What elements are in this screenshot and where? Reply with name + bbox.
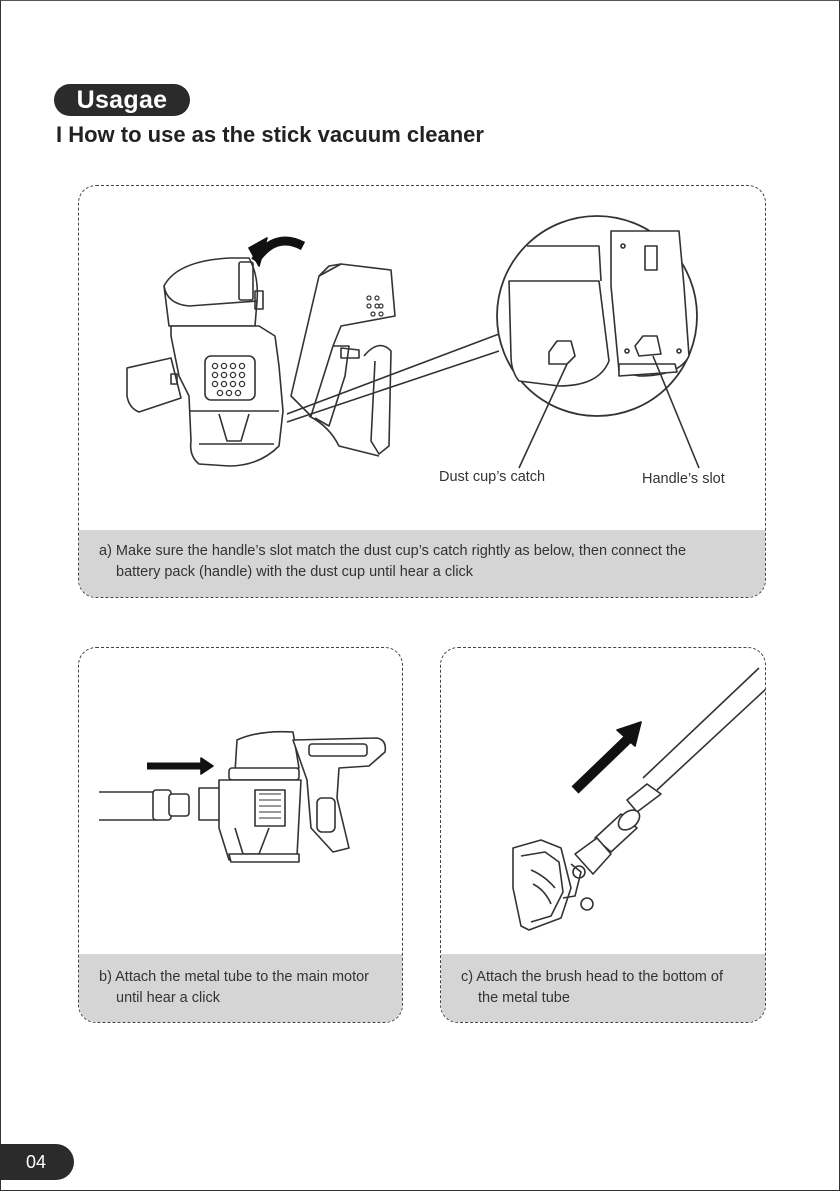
caption-step-a — [79, 530, 765, 597]
illustration-metal-tube-motor — [79, 648, 403, 948]
caption-step-b — [79, 954, 402, 1022]
panel-step-b — [78, 647, 403, 1023]
caption-b-line2: until hear a click — [116, 990, 220, 1006]
callout-dust-cup-catch: Dust cup’s catch — [439, 469, 546, 485]
caption-b-line1: b) Attach the metal tube to the main motor — [99, 969, 370, 985]
callout-handle-slot: Handle’s slot — [642, 471, 725, 487]
caption-a-line2: battery pack (handle) with the dust cup until hear a click — [116, 564, 474, 580]
caption-c-line1: c) Attach the brush head to the bottom of — [461, 969, 723, 985]
caption-a-line1: a) Make sure the handle’s slot match the dust cup’s catch rightly as below, then connect the — [99, 543, 687, 559]
page-heading: I How to use as the stick vacuum cleaner — [56, 122, 484, 147]
panel-step-a — [78, 185, 766, 598]
panel-step-c — [440, 647, 766, 1023]
section-badge: Usagae — [54, 84, 190, 116]
page-number: 04 — [0, 1144, 74, 1180]
illustration-brush-head-tube — [441, 648, 766, 948]
caption-c-line2: the metal tube — [478, 990, 570, 1006]
caption-step-c — [441, 954, 765, 1022]
